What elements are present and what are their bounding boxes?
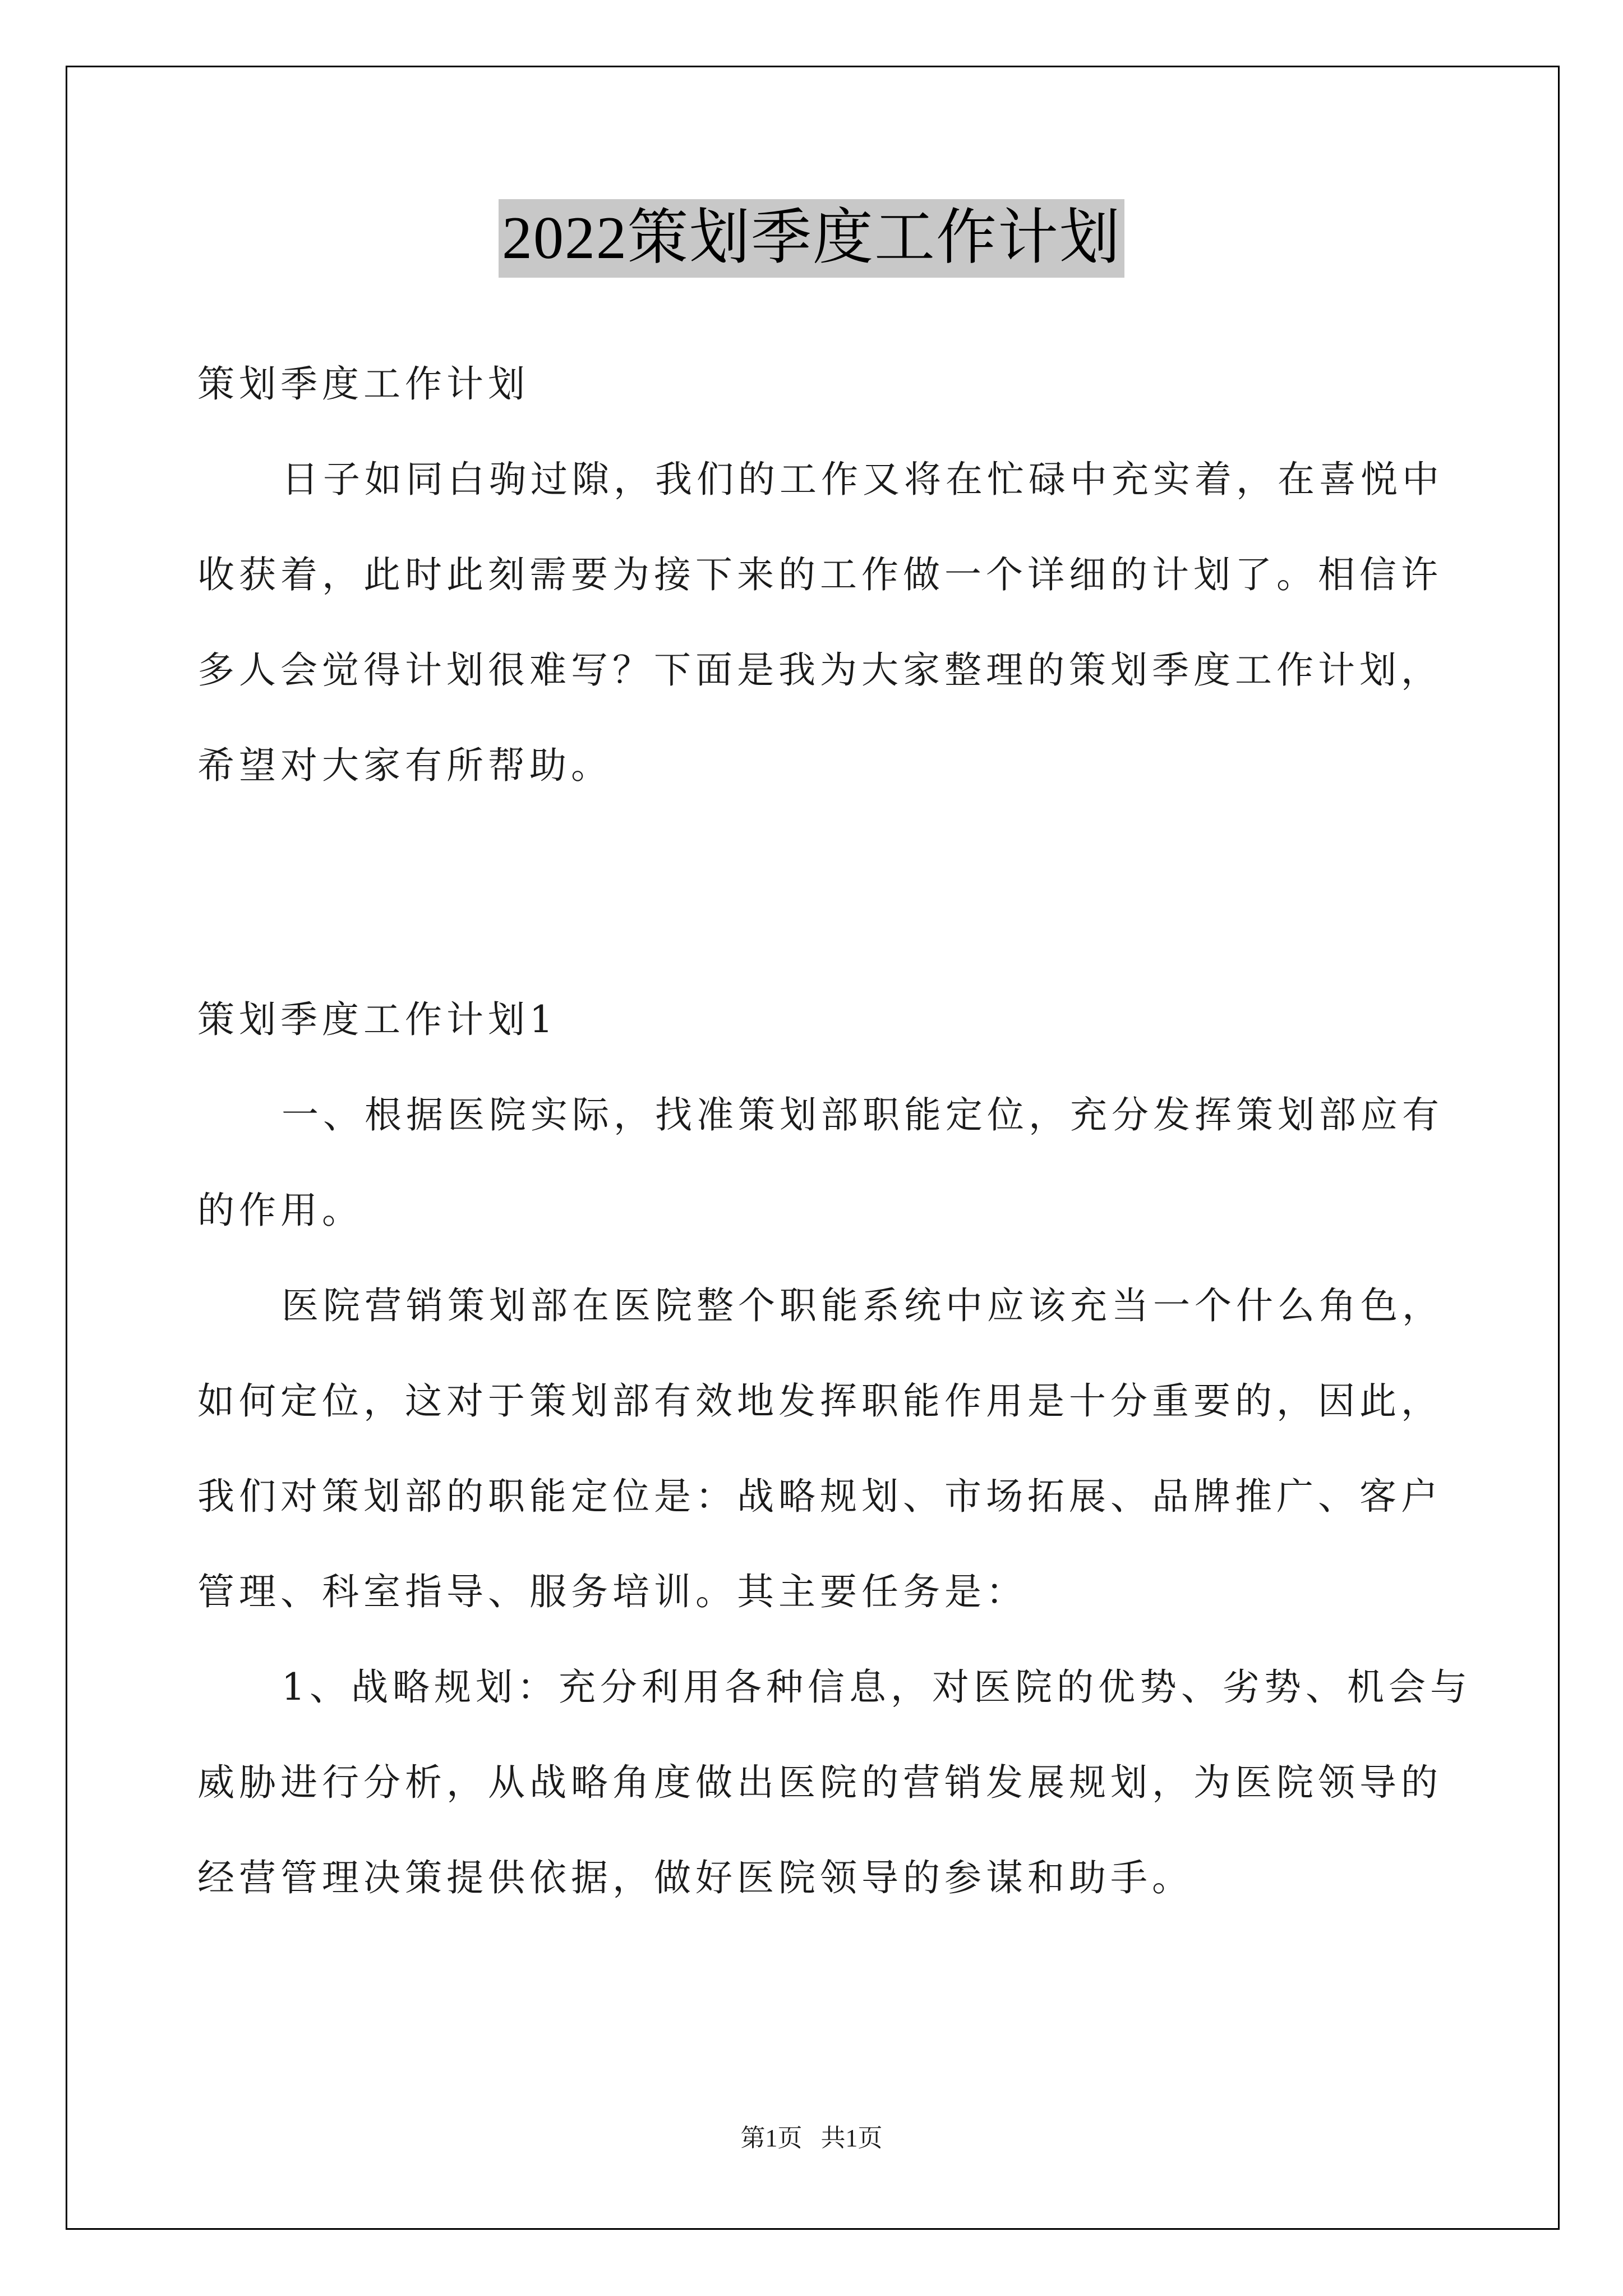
paragraph-line: 经营管理决策提供依据，做好医院领导的参谋和助手。	[197, 1856, 1193, 1899]
paragraph-3	[197, 1640, 1472, 1926]
document-subtitle	[197, 337, 1431, 432]
paragraph-line: 威胁进行分析，从战略角度做出医院的营销发展规划，为医院领导的	[197, 1761, 1442, 1804]
paragraph-line: 如何定位，这对于策划部有效地发挥职能作用是十分重要的，因此，	[197, 1379, 1442, 1423]
paragraph-line: 收获着，此时此刻需要为接下来的工作做一个详细的计划了。相信许	[197, 553, 1442, 596]
document-title: 2022策划季度工作计划	[499, 199, 1124, 278]
title-container	[0, 199, 1623, 278]
paragraph-line: 管理、科室指导、服务培训。其主要任务是：	[197, 1570, 1027, 1613]
paragraph-line: 日子如同白驹过隙，我们的工作又将在忙碌中充实着，在喜悦中	[282, 458, 1444, 501]
intro-paragraph	[197, 432, 1444, 813]
page-footer	[0, 2118, 1623, 2154]
section-heading	[197, 972, 1431, 1068]
paragraph-line: 医院营销策划部在医院整个职能系统中应该充当一个什么角色，	[282, 1284, 1444, 1327]
paragraph-line: 希望对大家有所帮助。	[197, 744, 612, 787]
paragraph-1	[197, 1068, 1444, 1258]
section-heading-text: 策划季度工作计划1	[197, 998, 557, 1041]
paragraph-line: 1、战略规划：充分利用各种信息，对医院的优势、劣势、机会与	[282, 1665, 1472, 1709]
page-number-text: 第1页 共1页	[740, 2124, 883, 2152]
paragraph-line: 多人会觉得计划很难写？下面是我为大家整理的策划季度工作计划，	[197, 648, 1442, 692]
paragraph-line: 一、根据医院实际，找准策划部职能定位，充分发挥策划部应有	[282, 1093, 1444, 1137]
subtitle-text: 策划季度工作计划	[197, 362, 529, 406]
paragraph-line: 我们对策划部的职能定位是：战略规划、市场拓展、品牌推广、客户	[197, 1475, 1442, 1518]
paragraph-line: 的作用。	[197, 1189, 363, 1232]
paragraph-2	[197, 1258, 1444, 1640]
